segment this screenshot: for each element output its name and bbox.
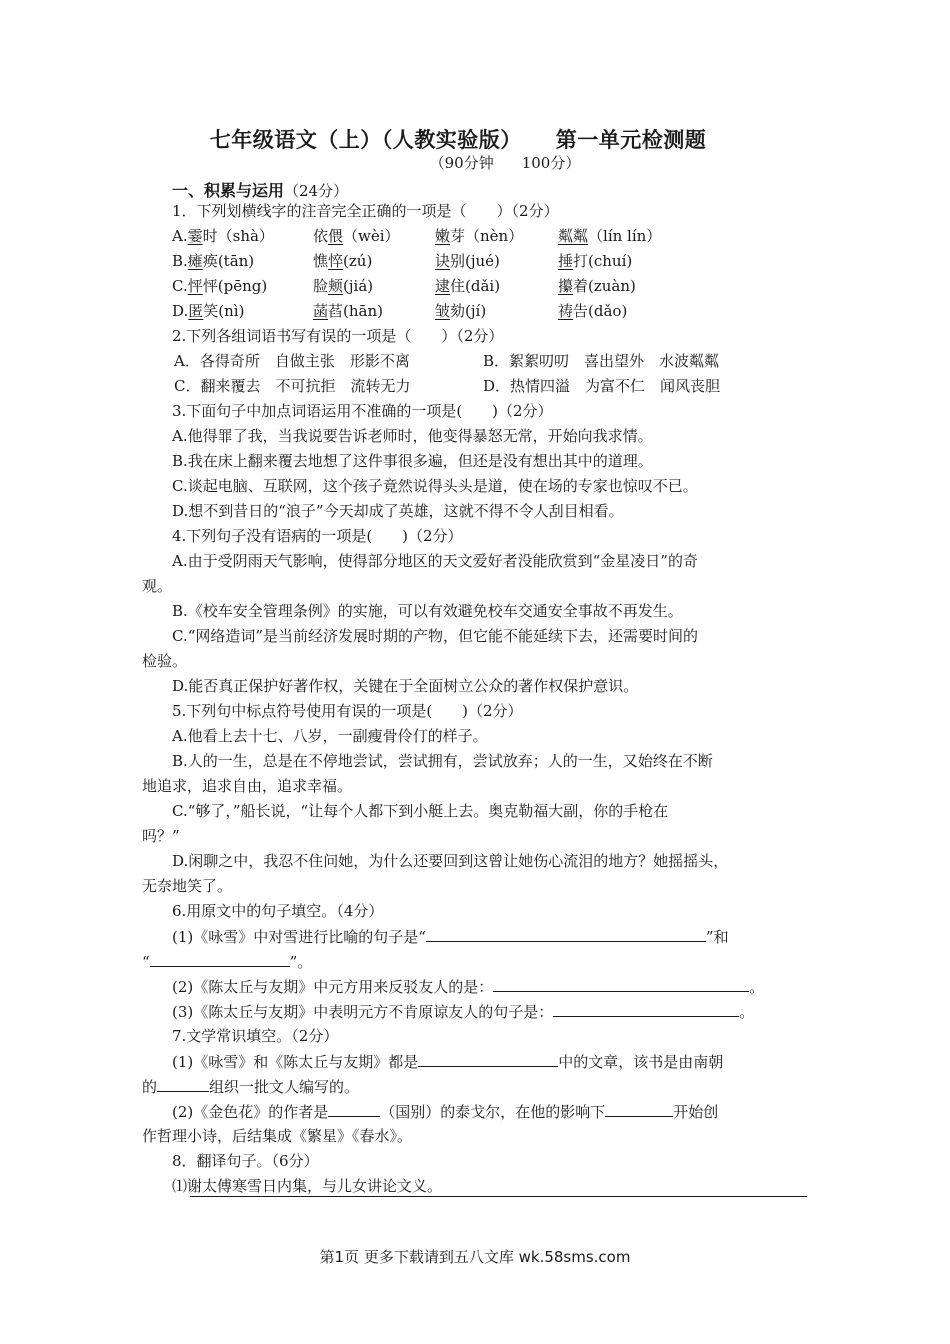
page-subtitle — [0, 152, 950, 173]
q8-stem: 8．翻译句子。（6分） — [172, 1152, 319, 1170]
q2-option-d: D．热情四溢 为富不仁 闻风丧胆 — [483, 377, 721, 395]
q1-option-d-4: 祷告(dǎo) — [558, 302, 628, 320]
page-footer: 第1页 更多下载请到五八文库 wk.58sms.com — [319, 1248, 631, 1266]
q2-option-b: B．絮絮叨叨 喜出望外 水波粼粼 — [483, 352, 720, 370]
answer-blank[interactable] — [493, 975, 749, 992]
answer-blank[interactable] — [553, 1000, 739, 1017]
q5-option-c-cont: 吗？” — [142, 827, 180, 845]
q7-item-1: (1)《咏雪》和《陈太丘与友期》都是 中的文章，该书是由南朝 — [172, 1050, 723, 1073]
q3-option-c: C.谈起电脑、互联网，这个孩子竟然说得头头是道，使在场的专家也惊叹不已。 — [172, 477, 698, 495]
answer-blank[interactable] — [157, 1075, 209, 1092]
q6-stem: 6.用原文中的句子填空。（4分） — [172, 902, 384, 920]
subtitle-time: （90分钟 — [429, 154, 494, 172]
q4-option-d: D.能否真正保护好著作权，关键在于全面树立公众的著作权保护意识。 — [172, 677, 639, 695]
q7-item-1-cont: 的 组织一批文人编写的。 — [142, 1075, 359, 1098]
answer-blank[interactable] — [426, 925, 706, 942]
q1-option-b-1: B.瘫痪(tān) — [172, 252, 255, 270]
q1-option-b-4: 捶打(chuí) — [558, 252, 633, 270]
q3-option-a: A.他得罪了我，当我说要告诉老师时，他变得暴怒无常，开始向我求情。 — [172, 427, 653, 445]
q5-option-b-cont: 地追求，追求自由，追求幸福。 — [142, 777, 353, 795]
q2-option-a: A．各得奇所 自做主张 形影不离 — [174, 352, 410, 370]
answer-blank[interactable] — [605, 1100, 673, 1117]
title-part2: 第一单元检测题 — [555, 128, 707, 152]
q3-option-b: B.我在床上翻来覆去地想了这件事很多遍，但还是没有想出其中的道理。 — [172, 452, 653, 470]
q5-option-d: D.闲聊之中，我忍不住问她，为什么还要回到这曾让她伤心流泪的地方？她摇摇头， — [172, 852, 729, 870]
q1-option-b-3: 诀别(jué) — [435, 252, 500, 270]
section-heading — [172, 178, 348, 201]
section-title: 一、积累与运用 — [172, 181, 285, 200]
q6-item-1-cont: “ ”。 — [142, 950, 312, 973]
q1-option-d-2: 菡萏(hān) — [313, 302, 383, 320]
q5-option-c: C.“够了，”船长说，“让每个人都下到小艇上去。奥克勒福大副，你的手枪在 — [172, 802, 669, 820]
q1-option-a-4: 粼粼（lín lín） — [558, 227, 662, 245]
q5-option-d-cont: 无奈地笑了。 — [142, 877, 233, 895]
q7-item-2: (2)《金色花》的作者是 （国别）的泰戈尔，在他的影响下 开始创 — [172, 1100, 718, 1123]
q1-option-c-4: 攥着(zuàn) — [558, 277, 636, 295]
subtitle-score: 100分） — [521, 154, 581, 172]
q1-stem: 1．下列划横线字的注音完全正确的一项是（ ）（2分） — [172, 202, 559, 220]
q6-item-1: (1)《咏雪》中对雪进行比喻的句子是“ ”和 — [172, 925, 729, 948]
q4-stem: 4.下列句子没有语病的一项是( )（2分） — [172, 527, 463, 545]
page-title — [0, 124, 916, 154]
section-points: （24分） — [284, 182, 349, 200]
q1-option-a-3: 嫩芽（nèn） — [435, 227, 524, 245]
q4-option-a-cont: 观。 — [142, 577, 173, 595]
q4-option-c-cont: 检验。 — [142, 652, 188, 670]
q1-option-d-3: 皱劾(jí) — [435, 302, 487, 320]
q4-option-c: C.“网络造词”是当前经济发展时期的产物，但它能不能延续下去，还需要时间的 — [172, 627, 699, 645]
q6-item-3: (3)《陈太丘与友期》中表明元方不肯原谅友人的句子是： 。 — [172, 1000, 754, 1023]
q1-option-a-2: 依偎（wèi） — [313, 227, 400, 245]
q5-stem: 5.下列句中标点符号使用有误的一项是( )（2分） — [172, 702, 523, 720]
title-part1: 七年级语文（上）（人教实验版） — [209, 128, 522, 152]
answer-blank[interactable] — [150, 950, 290, 967]
q3-stem: 3.下面句子中加点词语运用不准确的一项是( )（2分） — [172, 402, 553, 420]
q2-option-c: C．翻来覆去 不可抗拒 流转无力 — [174, 377, 411, 395]
q2-stem: 2.下列各组词语书写有误的一项是（ ）（2分） — [172, 327, 504, 345]
q1-option-c-3: 逮住(dǎi) — [435, 277, 501, 295]
q1-option-d-1: D.匿笑(nì) — [172, 302, 245, 320]
q3-option-d: D.想不到昔日的“浪子”今天却成了英雄，这就不得不令人刮目相看。 — [172, 502, 624, 520]
q4-option-b: B.《校车安全管理条例》的实施，可以有效避免校车交通安全事故不再发生。 — [172, 602, 683, 620]
answer-blank[interactable] — [418, 1050, 558, 1067]
q6-item-2: (2)《陈太丘与友期》中元方用来反驳友人的是： 。 — [172, 975, 764, 998]
q5-option-a: A.他看上去十七、八岁，一副瘦骨伶仃的样子。 — [172, 727, 488, 745]
q5-option-b: B.人的一生，总是在不停地尝试，尝试拥有，尝试放弃；人的一生，又始终在不断 — [172, 752, 713, 770]
q1-option-a-1: A.霎时（shà） — [172, 227, 274, 245]
q1-option-c-2: 脸颊(jiá) — [313, 277, 374, 295]
q7-item-2-cont: 作哲理小诗，后结集成《繁星》《春水》。 — [142, 1127, 413, 1145]
q1-option-b-2: 憔悴(zú) — [313, 252, 373, 270]
q8-item-1: ⑴谢太傅寒雪日内集，与儿女讲论文义。 — [172, 1177, 443, 1195]
q7-stem: 7.文学常识填空。（2分） — [172, 1027, 339, 1045]
q1-option-c-1: C.怦怦(pēng) — [172, 277, 268, 295]
answer-blank[interactable] — [328, 1100, 380, 1117]
q4-option-a: A.由于受阴雨天气影响，使得部分地区的天文爱好者没能欣赏到“金星凌日”的奇 — [172, 552, 698, 570]
answer-line[interactable] — [190, 1196, 807, 1197]
